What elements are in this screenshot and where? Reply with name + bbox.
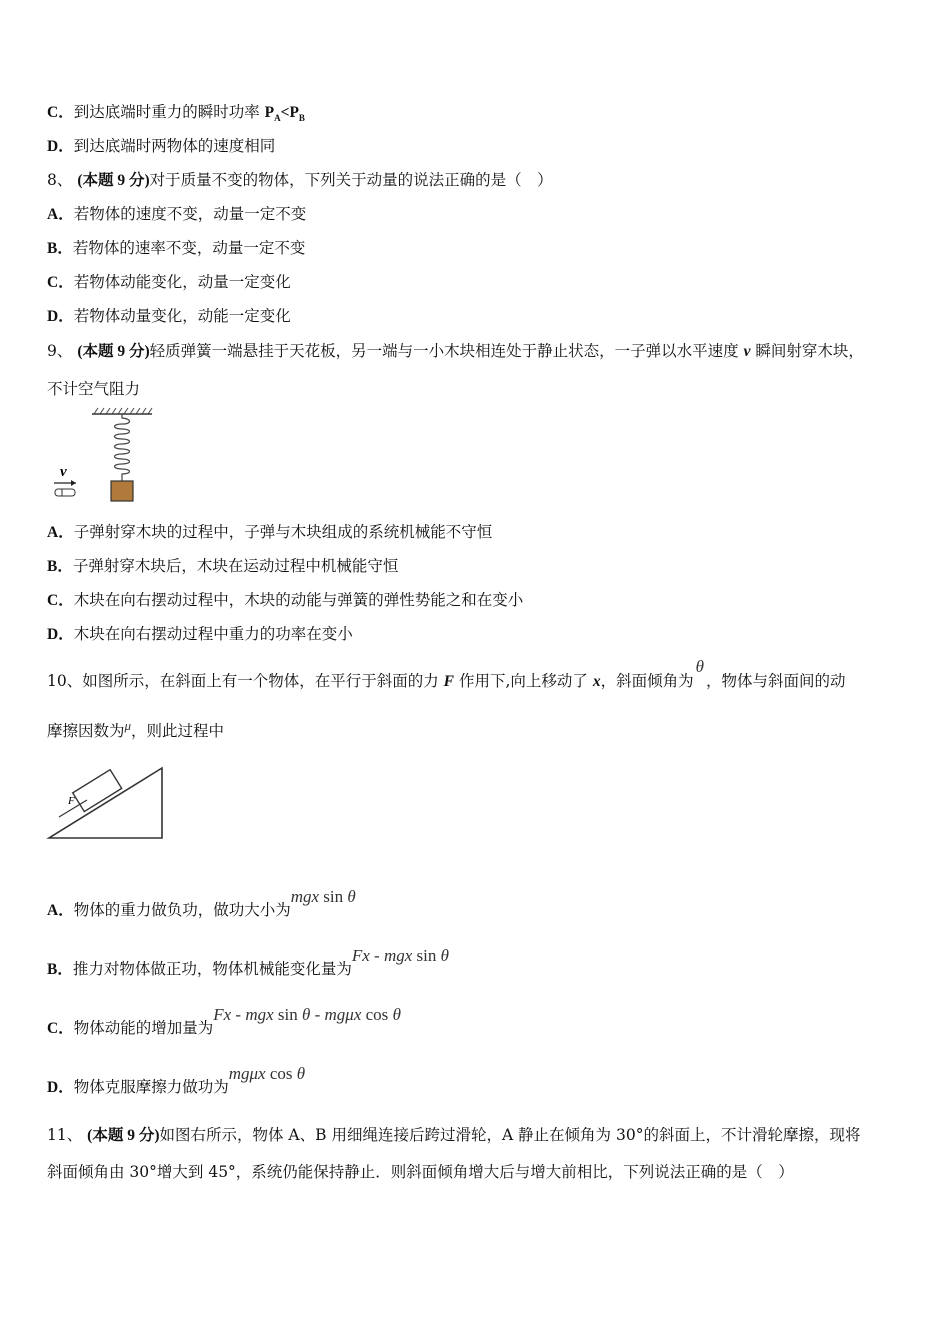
velocity-label: v [60, 464, 67, 480]
power-formula: $P_A<P_B$ [264, 104, 305, 124]
question-text: 对于质量不变的物体，下列关于动量的说法正确的是（ ） [149, 171, 553, 189]
bullet [55, 489, 75, 496]
question-score: (本题 9 分) [77, 343, 150, 360]
q10-stem: 10、如图所示，在斜面上有一个物体，在平行于斜面的力 F 作用下,向上移动了 x，斜面倾角为θ，物体与斜面间的动 [47, 657, 846, 690]
q9-option-d: D．木块在向右摆动过程中重力的功率在变小 [47, 625, 353, 643]
incline-figure [45, 762, 170, 844]
theta-symbol: θ [695, 657, 704, 676]
block-on-incline [73, 770, 122, 812]
q10-option-a: A．物体的重力做负功，做功大小为mgx sin θ [47, 887, 356, 919]
q10-option-b: B．推力对物体做正功，物体机械能变化量为Fx - mgx sin θ [47, 946, 449, 978]
q9-stem-cont: 不计空气阻力 [47, 380, 141, 398]
q7-option-c [47, 102, 305, 128]
question-score: (本题 9 分) [87, 1127, 160, 1144]
option-label: D． [47, 138, 74, 155]
q8-option-a: A．若物体的速度不变，动量一定不变 [47, 205, 307, 223]
q7-option-d [47, 136, 275, 157]
formula: mgx sin θ [290, 887, 356, 906]
option-text: 到达底端时两物体的速度相同 [73, 137, 276, 155]
q10-option-c: C．物体动能的增加量为Fx - mgx sin θ - mgμx cos θ [47, 1005, 401, 1037]
q10-stem-cont: 摩擦因数为$^\mu$，则此过程中 [47, 718, 225, 740]
mu-symbol: μ [124, 718, 132, 733]
q9-option-c: C．木块在向右摆动过程中，木块的动能与弹簧的弹性势能之和在变小 [47, 591, 524, 609]
force-label: F [68, 795, 75, 807]
question-score: (本题 9 分) [77, 172, 150, 189]
spring-coil [115, 414, 130, 481]
formula: Fx - mgx sin θ - mgμx cos θ [213, 1005, 401, 1024]
q8-option-c: C．若物体动能变化，动量一定变化 [47, 273, 291, 291]
q11-stem-cont: 斜面倾角由 30°增大到 45°，系统仍能保持静止．则斜面倾角增大后与增大前相比，下列说法正确的是（ ） [47, 1163, 794, 1181]
question-number: 10、 [47, 672, 83, 690]
q11-stem: 11、 (本题 9 分)如图右所示，物体 A、B 用细绳连接后跨过滑轮，A 静止在倾角为 30°的斜面上，不计滑轮摩擦，现将 [47, 1126, 861, 1144]
question-number: 11、 [47, 1126, 83, 1144]
option-text: 到达底端时重力的瞬时功率 [73, 103, 265, 121]
q8-option-d: D．若物体动量变化，动能一定变化 [47, 307, 291, 325]
wood-block [111, 481, 133, 501]
formula: Fx - mgx sin θ [351, 946, 449, 965]
question-number: 8、 [47, 171, 73, 189]
q9-option-a: A．子弹射穿木块的过程中，子弹与木块组成的系统机械能不守恒 [47, 523, 493, 541]
q8-stem [47, 170, 553, 191]
option-label: C． [47, 104, 74, 121]
q9-option-b: B．子弹射穿木块后，木块在运动过程中机械能守恒 [47, 557, 399, 575]
q9-stem: 9、 (本题 9 分)轻质弹簧一端悬挂于天花板，另一端与一小木块相连处于静止状态，一子弹以水平速度 v 瞬间射穿木块， [47, 342, 864, 360]
q8-option-b: B．若物体的速率不变，动量一定不变 [47, 239, 306, 257]
formula: mgμx cos θ [228, 1064, 306, 1083]
q10-option-d: D．物体克服摩擦力做功为mgμx cos θ [47, 1064, 306, 1096]
question-number: 9、 [47, 342, 73, 360]
spring-block-figure [50, 405, 160, 505]
